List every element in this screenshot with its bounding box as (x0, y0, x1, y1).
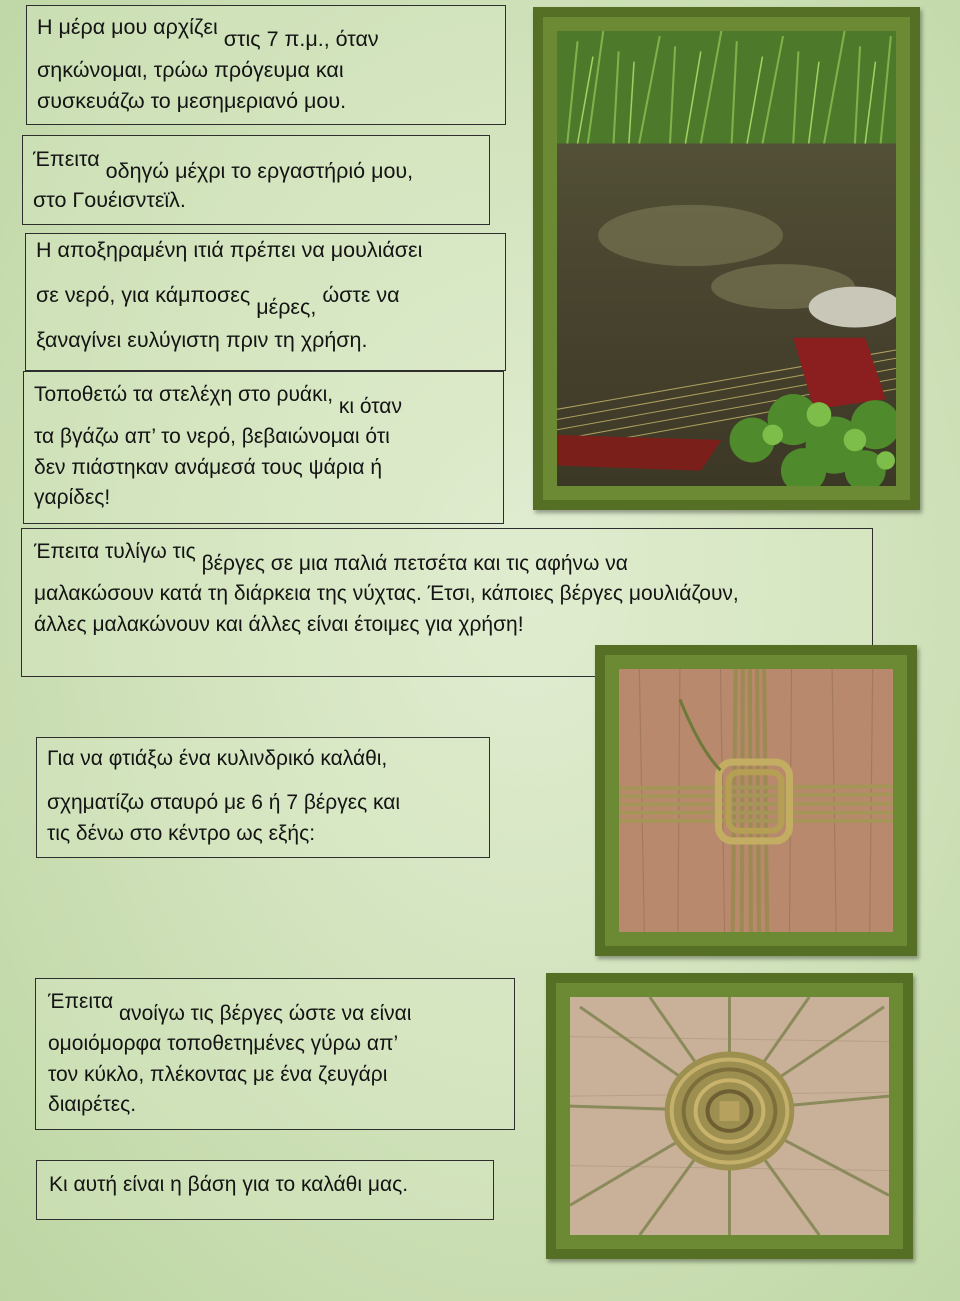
text: Κι αυτή είναι η βάση για το καλάθι μας. (49, 1173, 409, 1196)
text: διαιρέτες. (48, 1093, 137, 1117)
text: τα βγάζω απ’ το νερό, βεβαιώνομαι ότι (34, 425, 390, 449)
text-block-soak (25, 233, 506, 371)
text: Για να φτιάξω ένα κυλινδρικό καλάθι, (47, 747, 388, 770)
text: τον κύκλο, πλέκοντας με ένα ζευγάρι (48, 1062, 388, 1086)
text: ώστε να (322, 283, 400, 308)
text: Έπειτα (48, 990, 114, 1013)
text-block-cross (36, 737, 490, 858)
text: κι όταν (338, 395, 402, 418)
text: Η αποξηραμένη ιτιά πρέπει να μουλιάσει (36, 238, 423, 262)
photo-frame-base (546, 973, 913, 1259)
cross-photo (619, 669, 893, 932)
text: συσκευάζω το μεσημεριανό μου. (37, 89, 347, 114)
text: στο Γουέισντεϊλ. (33, 188, 186, 213)
text: Τοποθετώ τα στελέχη στο ρυάκι, (34, 383, 334, 406)
text: σηκώνομαι, τρώω πρόγευμα και (37, 58, 344, 83)
text: σε νερό, για κάμποσες (36, 283, 251, 308)
base-photo (570, 997, 889, 1235)
text: ανοίγω τις βέργες ώστε να είναι (118, 1002, 412, 1025)
text: μέρες, (256, 295, 317, 320)
text: δεν πιάστηκαν ανάμεσά τους ψάρια ή (34, 455, 383, 479)
text: μαλακώσουν κατά τη διάρκεια της νύχτας. Έτσι, κάποιες βέργες μουλιάζουν, (34, 582, 739, 606)
text: Έπειτα τυλίγω τις (34, 540, 196, 563)
text-block-base (36, 1160, 494, 1220)
text-block-morning (26, 5, 506, 125)
text-block-stream (23, 371, 504, 524)
text-block-drive (22, 135, 490, 225)
photo-frame-stream (533, 7, 920, 510)
text: οδηγώ μέχρι το εργαστήριό μου, (105, 159, 414, 183)
text: ξαναγίνει ευλύγιστη πριν τη χρήση. (36, 328, 368, 353)
text: Έπειτα (33, 147, 100, 171)
text: σχηματίζω σταυρό με 6 ή 7 βέργες και (47, 791, 401, 815)
photo-frame-cross (595, 645, 917, 956)
text-block-open-rods (35, 978, 515, 1130)
text: γαρίδες! (34, 486, 111, 510)
text: βέργες σε μια παλιά πετσέτα και τις αφήνω να (201, 552, 628, 575)
text: Η μέρα μου αρχίζει (37, 15, 218, 39)
text: ομοιόμορφα τοποθετημένες γύρω απ’ (48, 1032, 399, 1056)
stream-photo (557, 31, 896, 486)
text: τις δένω στο κέντρο ως εξής: (47, 821, 316, 845)
text: στις 7 π.μ., όταν (223, 27, 379, 51)
text: άλλες μαλακώνουν και άλλες είναι έτοιμες για χρήση! (34, 612, 524, 636)
